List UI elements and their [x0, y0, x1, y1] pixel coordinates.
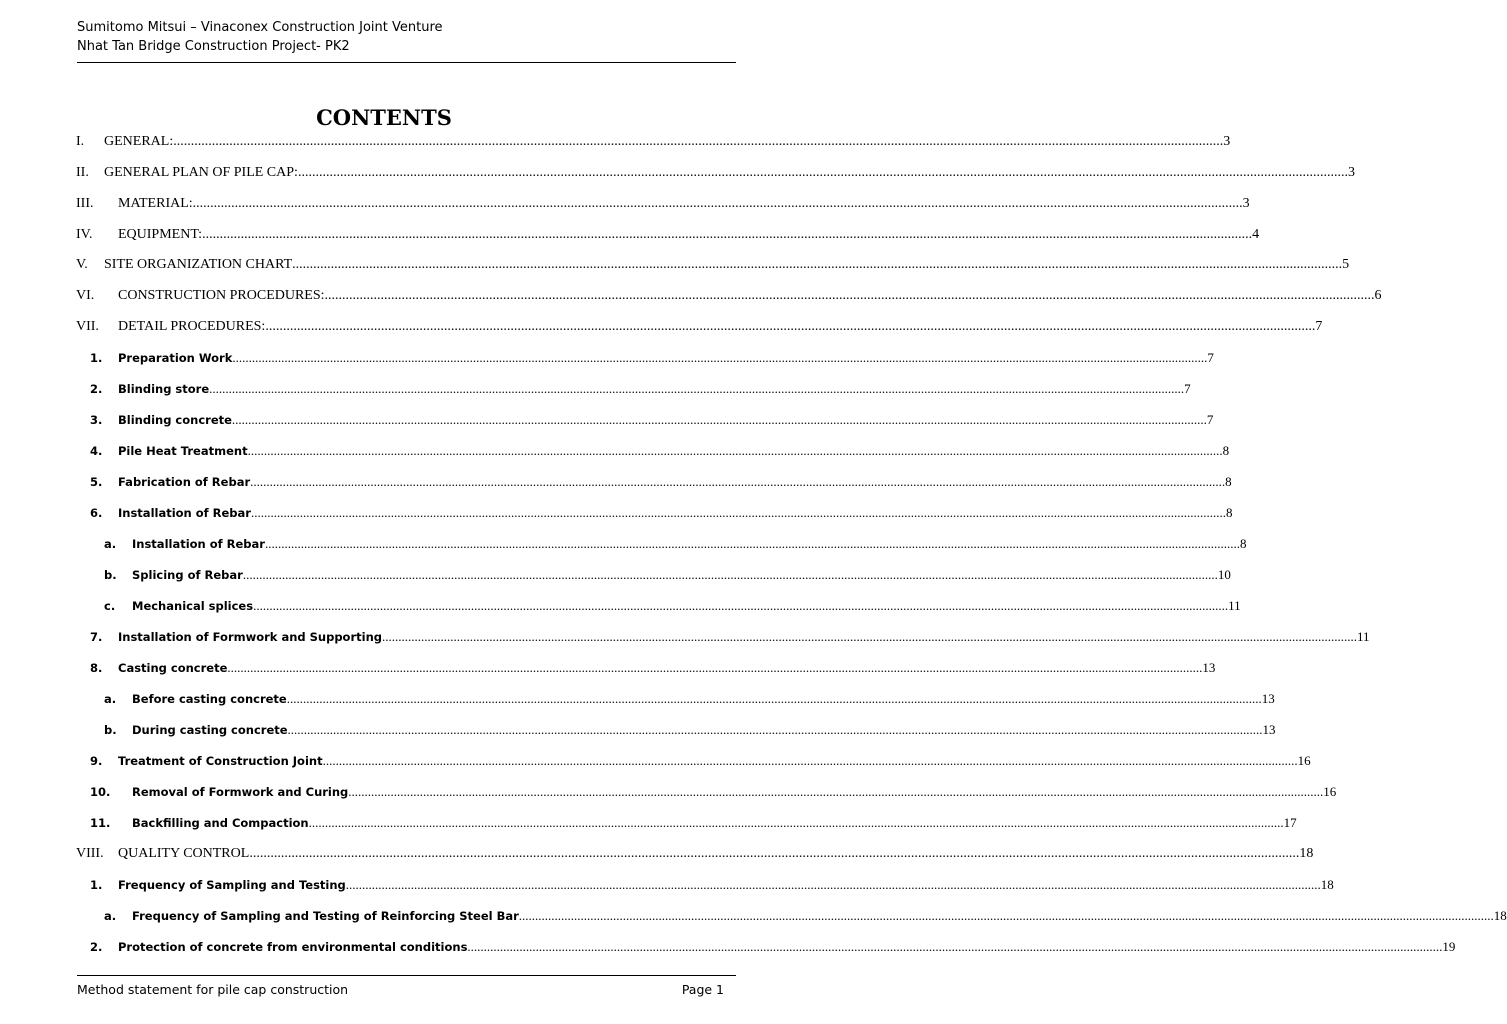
footer-document-name: Method statement for pile cap construction: [77, 982, 349, 997]
toc-entry-number: V.: [76, 257, 88, 272]
toc-entry[interactable]: [76, 660, 1216, 680]
toc-entry[interactable]: [76, 257, 1350, 277]
toc-entry-title: Removal of Formwork and Curing: [132, 785, 349, 799]
toc-entry[interactable]: [76, 908, 1507, 928]
toc-dot-leader: ............................................................................................................................................................................................................................................................................................................: [192, 196, 1243, 211]
toc-entry-title: GENERAL PLAN OF PILE CAP:: [104, 165, 298, 180]
toc-dot-leader: ............................................................................................................................................................................................................................................................................................................: [292, 257, 1343, 272]
toc-entry-title: GENERAL:: [104, 134, 174, 149]
page-title: CONTENTS: [316, 105, 452, 130]
toc-entry-page: 7: [1315, 319, 1323, 334]
toc-entry-page: 8: [1225, 474, 1232, 489]
toc-dot-leader: ............................................................................................................................................................................................................................................................................................................: [250, 505, 1226, 520]
toc-entry-page: 7: [1207, 350, 1214, 365]
toc-entry-number: 11.: [90, 816, 111, 830]
toc-entry-page: 10: [1217, 567, 1231, 582]
toc-entry-page: 13: [1262, 722, 1276, 737]
toc-entry-page: 18: [1320, 877, 1334, 892]
toc-entry-title: SITE ORGANIZATION CHART: [104, 257, 293, 272]
toc-entry-page: 7: [1206, 412, 1214, 427]
toc-entry-number: 9.: [90, 754, 103, 768]
toc-entry-title: Blinding store: [118, 382, 210, 396]
toc-dot-leader: ............................................................................................................................................................................................................................................................................................................: [382, 629, 1357, 644]
header-company: Sumitomo Mitsui – Vinaconex Construction Joint Venture: [77, 20, 443, 35]
toc-entry[interactable]: [76, 505, 1233, 525]
toc-entry-number: III.: [76, 196, 94, 211]
toc-entry[interactable]: [76, 350, 1214, 370]
toc-dot-leader: ............................................................................................................................................................................................................................................................................................................: [250, 474, 1226, 489]
toc-entry-title: Protection of concrete from environmental conditions: [118, 940, 468, 954]
toc-dot-leader: ............................................................................................................................................................................................................................................................................................................: [264, 536, 1240, 551]
toc-entry-title: Installation of Formwork and Supporting: [118, 630, 382, 644]
toc-entry[interactable]: [76, 227, 1260, 247]
toc-entry-page: 11: [1357, 629, 1370, 644]
toc-entry-page: 13: [1202, 660, 1216, 675]
toc-entry-page: 4: [1252, 227, 1260, 242]
toc-entry[interactable]: [76, 753, 1311, 773]
toc-dot-leader: ............................................................................................................................................................................................................................................................................................................: [232, 350, 1208, 365]
toc-entry-title: Pile Heat Treatment: [118, 444, 248, 458]
toc-entry-page: 16: [1297, 753, 1311, 768]
toc-entry[interactable]: [76, 846, 1314, 866]
toc-entry-title: Treatment of Construction Joint: [118, 754, 323, 768]
page-header: [77, 19, 736, 56]
toc-entry-number: IV.: [76, 227, 93, 242]
toc-dot-leader: ............................................................................................................................................................................................................................................................................................................: [265, 319, 1316, 334]
toc-entry[interactable]: [76, 691, 1275, 711]
toc-dot-leader: ............................................................................................................................................................................................................................................................................................................: [247, 443, 1223, 458]
toc-dot-leader: ............................................................................................................................................................................................................................................................................................................: [249, 846, 1300, 861]
toc-entry-title: CONSTRUCTION PROCEDURES:: [118, 288, 325, 303]
toc-entry[interactable]: [76, 196, 1250, 216]
toc-entry-title: Frequency of Sampling and Testing of Reinforcing Steel Bar: [132, 909, 519, 923]
toc-entry-number: b.: [104, 723, 117, 737]
toc-entry-page: 11: [1228, 598, 1241, 613]
toc-entry-title: MATERIAL:: [118, 196, 193, 211]
toc-entry[interactable]: [76, 474, 1232, 494]
toc-entry-number: 2.: [90, 940, 103, 954]
toc-entry-page: 8: [1222, 443, 1230, 458]
toc-entry-number: c.: [104, 599, 116, 613]
toc-entry[interactable]: [76, 443, 1230, 463]
toc-entry-number: 8.: [90, 661, 103, 675]
toc-entry-title: Splicing of Rebar: [132, 568, 243, 582]
toc-dot-leader: ............................................................................................................................................................................................................................................................................................................: [242, 567, 1218, 582]
toc-entry-title: Blinding concrete: [118, 413, 232, 427]
header-project: Nhat Tan Bridge Construction Project- PK2: [77, 38, 350, 54]
toc-entry-number: 1.: [90, 351, 103, 365]
toc-entry-page: 3: [1223, 134, 1231, 149]
toc-entry-number: 10.: [90, 785, 111, 799]
toc-entry-page: 3: [1347, 165, 1355, 180]
toc-entry-title: Installation of Rebar: [132, 537, 265, 551]
toc-entry-title: Casting concrete: [118, 661, 228, 675]
toc-entry-number: VII.: [76, 319, 99, 334]
toc-dot-leader: ............................................................................................................................................................................................................................................................................................................: [518, 908, 1494, 923]
toc-entry[interactable]: [76, 536, 1247, 556]
toc-entry-number: a.: [104, 537, 117, 551]
toc-entry-number: VI.: [76, 288, 95, 303]
toc-entry-page: 6: [1374, 288, 1382, 303]
toc-dot-leader: ............................................................................................................................................................................................................................................................................................................: [253, 598, 1229, 613]
toc-entry[interactable]: [76, 134, 1231, 154]
toc-entry-number: a.: [104, 909, 117, 923]
toc-dot-leader: ............................................................................................................................................................................................................................................................................................................: [173, 134, 1224, 149]
toc-dot-leader: ............................................................................................................................................................................................................................................................................................................: [286, 691, 1262, 706]
toc-entry-number: a.: [104, 692, 117, 706]
toc-entry-title: DETAIL PROCEDURES:: [118, 319, 266, 334]
toc-entry[interactable]: [76, 722, 1276, 742]
toc-entry-number: 1.: [90, 878, 103, 892]
toc-entry[interactable]: [76, 784, 1337, 804]
toc-dot-leader: ............................................................................................................................................................................................................................................................................................................: [348, 784, 1324, 799]
toc-entry-page: 18: [1493, 908, 1507, 923]
toc-entry-title: Backfilling and Compaction: [132, 816, 309, 830]
toc-entry-page: 19: [1442, 939, 1456, 954]
toc-dot-leader: ............................................................................................................................................................................................................................................................................................................: [287, 722, 1263, 737]
toc-entry-number: VIII.: [76, 846, 104, 861]
toc-dot-leader: ............................................................................................................................................................................................................................................................................................................: [209, 381, 1185, 396]
toc-entry-page: 18: [1299, 846, 1314, 861]
toc-entry[interactable]: [76, 381, 1191, 401]
toc-entry[interactable]: [76, 567, 1231, 587]
toc-entry-page: 3: [1242, 196, 1250, 211]
toc-entry-page: 13: [1261, 691, 1275, 706]
toc-entry-number: 5.: [90, 475, 103, 489]
toc-entry-number: II.: [76, 165, 89, 180]
footer-page-number: Page 1: [681, 982, 724, 997]
toc-entry-number: b.: [104, 568, 117, 582]
toc-entry-title: Installation of Rebar: [118, 506, 251, 520]
toc-dot-leader: ............................................................................................................................................................................................................................................................................................................: [297, 165, 1348, 180]
toc-dot-leader: ............................................................................................................................................................................................................................................................................................................: [345, 877, 1321, 892]
toc-entry[interactable]: [76, 598, 1241, 618]
toc-entry-number: 2.: [90, 382, 103, 396]
toc-entry-page: 7: [1184, 381, 1191, 396]
toc-entry-title: QUALITY CONTROL: [118, 846, 250, 861]
footer-divider: [77, 975, 736, 976]
toc-entry-title: Frequency of Sampling and Testing: [118, 878, 346, 892]
toc-dot-leader: ............................................................................................................................................................................................................................................................................................................: [322, 753, 1298, 768]
toc-entry[interactable]: [76, 939, 1456, 959]
toc-entry-title: Preparation Work: [118, 351, 233, 365]
toc-entry[interactable]: [76, 288, 1382, 308]
toc-entry[interactable]: [76, 877, 1334, 897]
toc-entry-number: 3.: [90, 413, 103, 427]
toc-entry[interactable]: [76, 815, 1297, 835]
toc-entry[interactable]: [76, 165, 1355, 185]
toc-entry-title: During casting concrete: [132, 723, 288, 737]
toc-entry-number: 6.: [90, 506, 103, 520]
toc-entry-number: 7.: [90, 630, 103, 644]
toc-entry-title: Mechanical splices: [132, 599, 254, 613]
toc-entry-title: Fabrication of Rebar: [118, 475, 251, 489]
toc-entry-page: 16: [1323, 784, 1337, 799]
toc-dot-leader: ............................................................................................................................................................................................................................................................................................................: [202, 227, 1253, 242]
toc-entry-page: 17: [1283, 815, 1297, 830]
toc-entry-page: 8: [1225, 505, 1233, 520]
header-divider: [77, 62, 736, 63]
toc-entry-number: I.: [76, 134, 85, 149]
toc-entry-page: 8: [1239, 536, 1247, 551]
toc-entry-number: 4.: [90, 444, 103, 458]
toc-entry[interactable]: [76, 319, 1323, 339]
toc-dot-leader: ............................................................................................................................................................................................................................................................................................................: [467, 939, 1443, 954]
toc-dot-leader: ............................................................................................................................................................................................................................................................................................................: [324, 288, 1375, 303]
toc-dot-leader: ............................................................................................................................................................................................................................................................................................................: [231, 412, 1207, 427]
toc-entry-title: Before casting concrete: [132, 692, 287, 706]
toc-entry[interactable]: [76, 629, 1370, 649]
toc-dot-leader: ............................................................................................................................................................................................................................................................................................................: [308, 815, 1284, 830]
toc-entry-page: 5: [1342, 257, 1350, 272]
toc-dot-leader: ............................................................................................................................................................................................................................................................................................................: [227, 660, 1203, 675]
toc-entry[interactable]: [76, 412, 1214, 432]
toc-entry-title: EQUIPMENT:: [118, 227, 203, 242]
